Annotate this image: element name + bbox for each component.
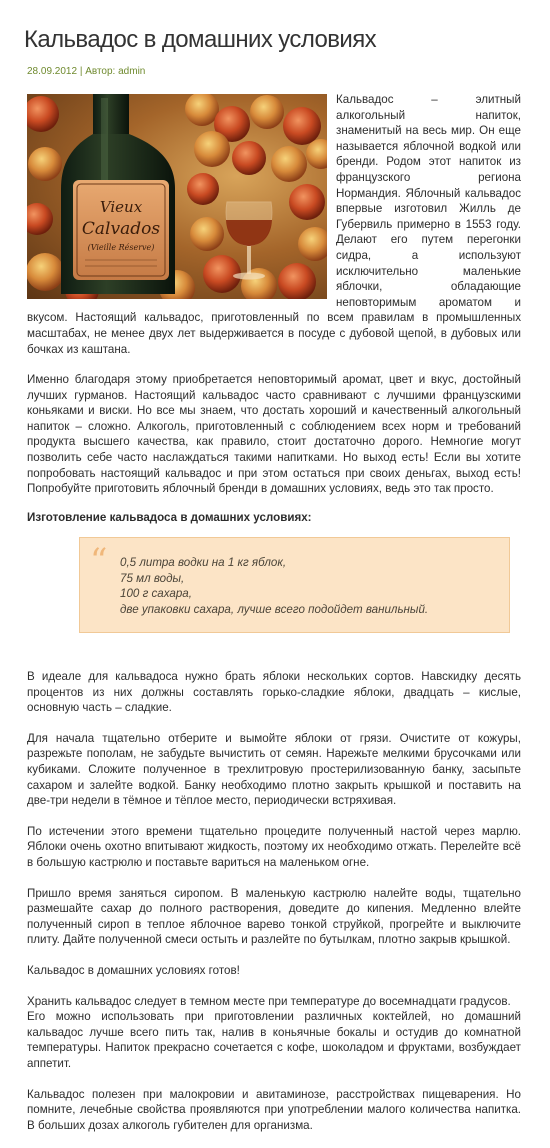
paragraph: Кальвадос в домашних условиях готов! [27, 963, 240, 977]
paragraph: Хранить кальвадос следует в темном месте при температуре до восемнадцати градусов. [27, 994, 511, 1008]
bottle-shape [61, 94, 175, 294]
paragraph: В идеале для кальвадоса нужно брать яблоки нескольких сортов. Навскидку десять процентов из них должны составлять горько-сладкие яблоки, двадцать – кислые, основную часть – сладкие. [27, 670, 521, 715]
paragraph: Именно благодаря этому приобретается неповторимый аромат, цвет и вкус, достойный лучших гурманов. Настоящий кальвадос часто сравнивают с лучшими французскими коньяками и виски. Но все мы знаем, что достать хороший и качественный алкогольный напиток – сложно. Алкоголь, приготовленный с соблюдением всех норм и требований продукта высшего качества, как правило, стоит достаточно дорого. Немногие могут позволить себе часто наслаждаться такими напитками. Но выход есть! Если вы хотите попробовать настоящий кальвадос и при этом остаться при своих деньгах, выход есть! Попробуйте приготовить яблочный бренди в домашних условиях, ведь это так просто. [27, 373, 521, 496]
svg-text:(Vieille Réserve): (Vieille Réserve) [87, 243, 155, 252]
recipe-item: 100 г сахара, [120, 587, 192, 601]
section-heading: Изготовление кальвадоса в домашних условиях: [27, 510, 312, 524]
paragraph-intro: Кальвадос – элитный алкогольный напиток, знаменитый на весь мир. Он еще называется яблочной водкой или бренди. Родом этот напиток из французского региона Нормандия. Яблочный кальвадос впервые изготовил Жилль де Губервиль примерно в 1553 году. Делают его путем перегонки сидра, а используют исключительно маленькие яблочки, обладающие неповторимым ароматом и вкусом. Настоящий кальвадос, приготовленный по всем правилам в промышленных масштабах, не менее двух лет выдерживается в посуде с дубовой щепой, в дубовых или бочках из каштана. [27, 93, 521, 356]
svg-text:Vieux: Vieux [99, 198, 143, 216]
svg-text:Calvados: Calvados [81, 219, 161, 239]
recipe-item: две упаковки сахара, лучше всего подойдет ванильный. [120, 602, 429, 616]
paragraph: Пришло время заняться сиропом. В маленькую кастрюлю налейте воды, тщательно размешайте сахар до полного растворения, доведите до кипения. Медленно влейте полученный сироп в теплое яблочное варево тонкой струйкой, прогрейте и выключите плиту. Дайте полученной смеси остыть и разлейте по бутылкам, плотно закрыв крышкой. [27, 886, 521, 947]
post-meta: 28.09.2012 | Автор: admin [27, 66, 146, 77]
calvados-bottle-image [27, 94, 327, 299]
post-title: Кальвадос в домашних условиях [24, 26, 376, 53]
recipe-item: 0,5 литра водки на 1 кг яблок, [120, 556, 287, 570]
quote-icon: “ [90, 541, 108, 582]
recipe-item: 75 мл воды, [120, 571, 185, 585]
paragraph: Кальвадос полезен при малокровии и авитаминозе, расстройствах пищеварения. Но помните, лечебные свойства проявляются при употреблении малого количества напитка. В больших дозах алкоголь губителен для организма. [27, 1087, 521, 1132]
article-body [27, 92, 521, 1148]
paragraph: По истечении этого времени тщательно процедите полученный настой через марлю. Яблоки очень охотно впитывают жидкость, поэтому их необходимо отжать. Перелейте всё в большую кастрюлю и поставьте вариться на маленьком огне. [27, 824, 521, 869]
recipe-quote-box [79, 537, 510, 633]
paragraph: Его можно использовать при приготовлении различных коктейлей, но домашний кальвадос лучше всего пить так, налив в коньячные бокалы и остудив до комнатной температуры. Напиток прекрасно сочетается с кофе, шоколадом и фруктами, возбуждает аппетит. [27, 1010, 521, 1070]
paragraph: Для начала тщательно отберите и вымойте яблоки от грязи. Очистите от кожуры, разрежьте пополам, не забудьте вычистить от семян. Нарежьте мелкими брусочками или кубиками. Сложите полученное в трехлитровую простерилизованную банку, засыпьте сахаром и залейте водкой. Банку необходимо плотно закрыть крышкой и поставить на две-три недели в тёмное и тёплое место, периодически встряхивая. [27, 731, 521, 808]
